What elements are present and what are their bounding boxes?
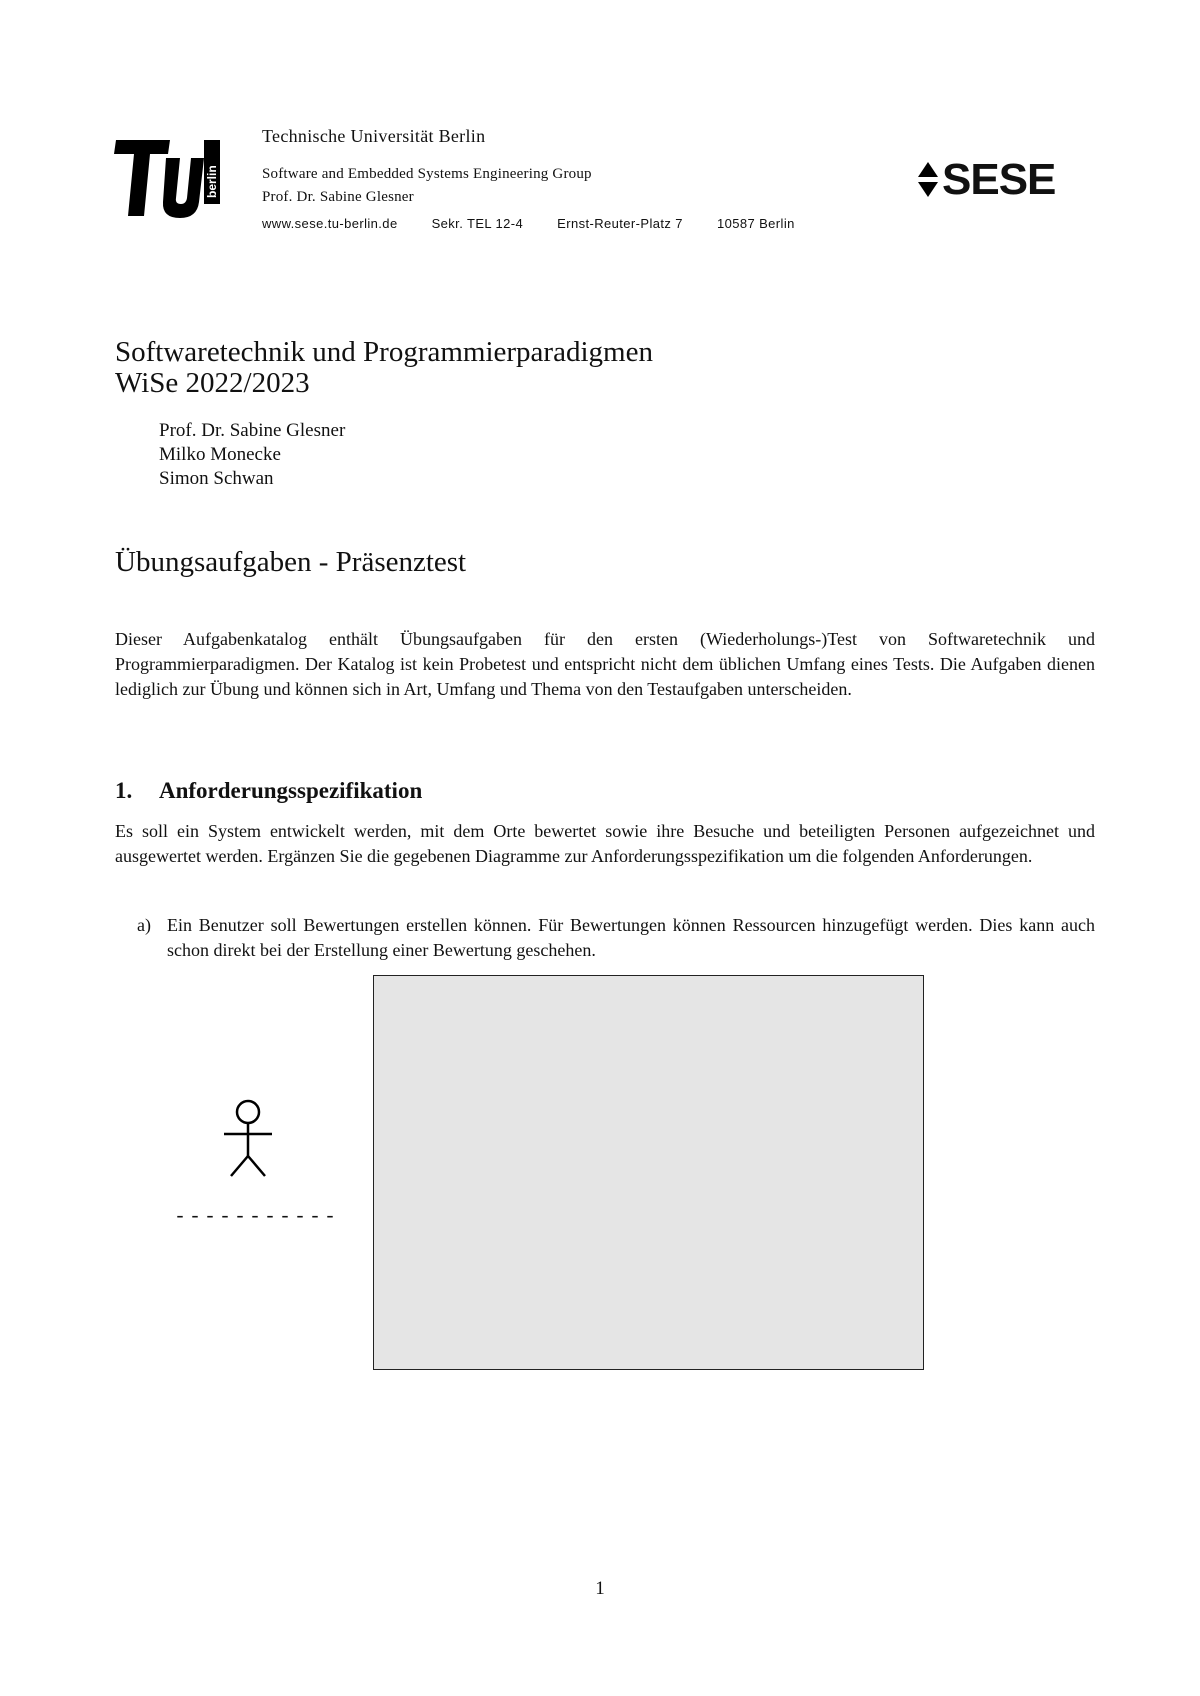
task-text: Ein Benutzer soll Bewertungen erstellen können. Für Bewertungen können Ressourcen hinzugefügt werden. Dies kann auch schon direkt bei der Erstellung einer Bewertung geschehen. [167, 915, 1095, 960]
svg-text:berlin: berlin [205, 165, 219, 198]
page-number: 1 [595, 1578, 605, 1599]
sese-arrows-icon [918, 162, 938, 198]
author-1: Prof. Dr. Sabine Glesner [159, 420, 346, 441]
actor-stick-figure-icon [218, 1098, 278, 1178]
office-code: Sekr. TEL 12-4 [431, 216, 524, 231]
author-2: Milko Monecke [159, 444, 281, 465]
sese-logo [918, 155, 1056, 204]
city-address: 10587 Berlin [716, 216, 795, 231]
document-heading: Übungsaufgaben - Präsenztest [115, 546, 467, 578]
author-3: Simon Schwan [159, 468, 274, 489]
website-link[interactable]: www.sese.tu-berlin.de [262, 216, 398, 231]
section-title: Anforderungsspezifikation [159, 778, 423, 803]
group-professor: Prof. Dr. Sabine Glesner [262, 189, 414, 205]
institution-name: Technische Universität Berlin [262, 126, 486, 146]
course-title: Softwaretechnik und Programmierparadigmen [115, 336, 653, 368]
section-paragraph: Es soll ein System entwickelt werden, mit dem Orte bewertet sowie ihre Besuche und beteiligten Personen aufgezeichnet und ausgewertet werden. Ergänzen Sie die gegebenen Diagramme zur Anforderungsspezifikation um die folgenden Anforderungen. [115, 821, 1095, 866]
section-number: 1. [115, 778, 133, 803]
task-a [137, 913, 1095, 963]
system-boundary-box [373, 975, 924, 1370]
actor-name-placeholder[interactable]: ----------- [174, 1206, 340, 1229]
intro-paragraph: Dieser Aufgabenkatalog enthält Übungsaufgaben für den ersten (Wiederholungs-)Test von Softwaretechnik und Programmierparadigmen. Der Katalog ist kein Probetest und entspricht nicht dem üblichen Umfang eines Tests. Die Aufgaben dienen lediglich zur Übung und können sich in Art, Umfang und Thema von den Testaufgaben unterscheiden. [115, 629, 1095, 699]
group-name: Software and Embedded Systems Engineering Group [262, 166, 592, 182]
street-address: Ernst-Reuter-Platz 7 [557, 216, 683, 231]
tu-berlin-logo [114, 140, 220, 220]
course-semester: WiSe 2022/2023 [115, 367, 310, 399]
sese-logo-text: SESE [942, 155, 1056, 204]
contact-line [262, 216, 795, 231]
section-heading [115, 778, 422, 804]
task-label: a) [137, 915, 151, 935]
